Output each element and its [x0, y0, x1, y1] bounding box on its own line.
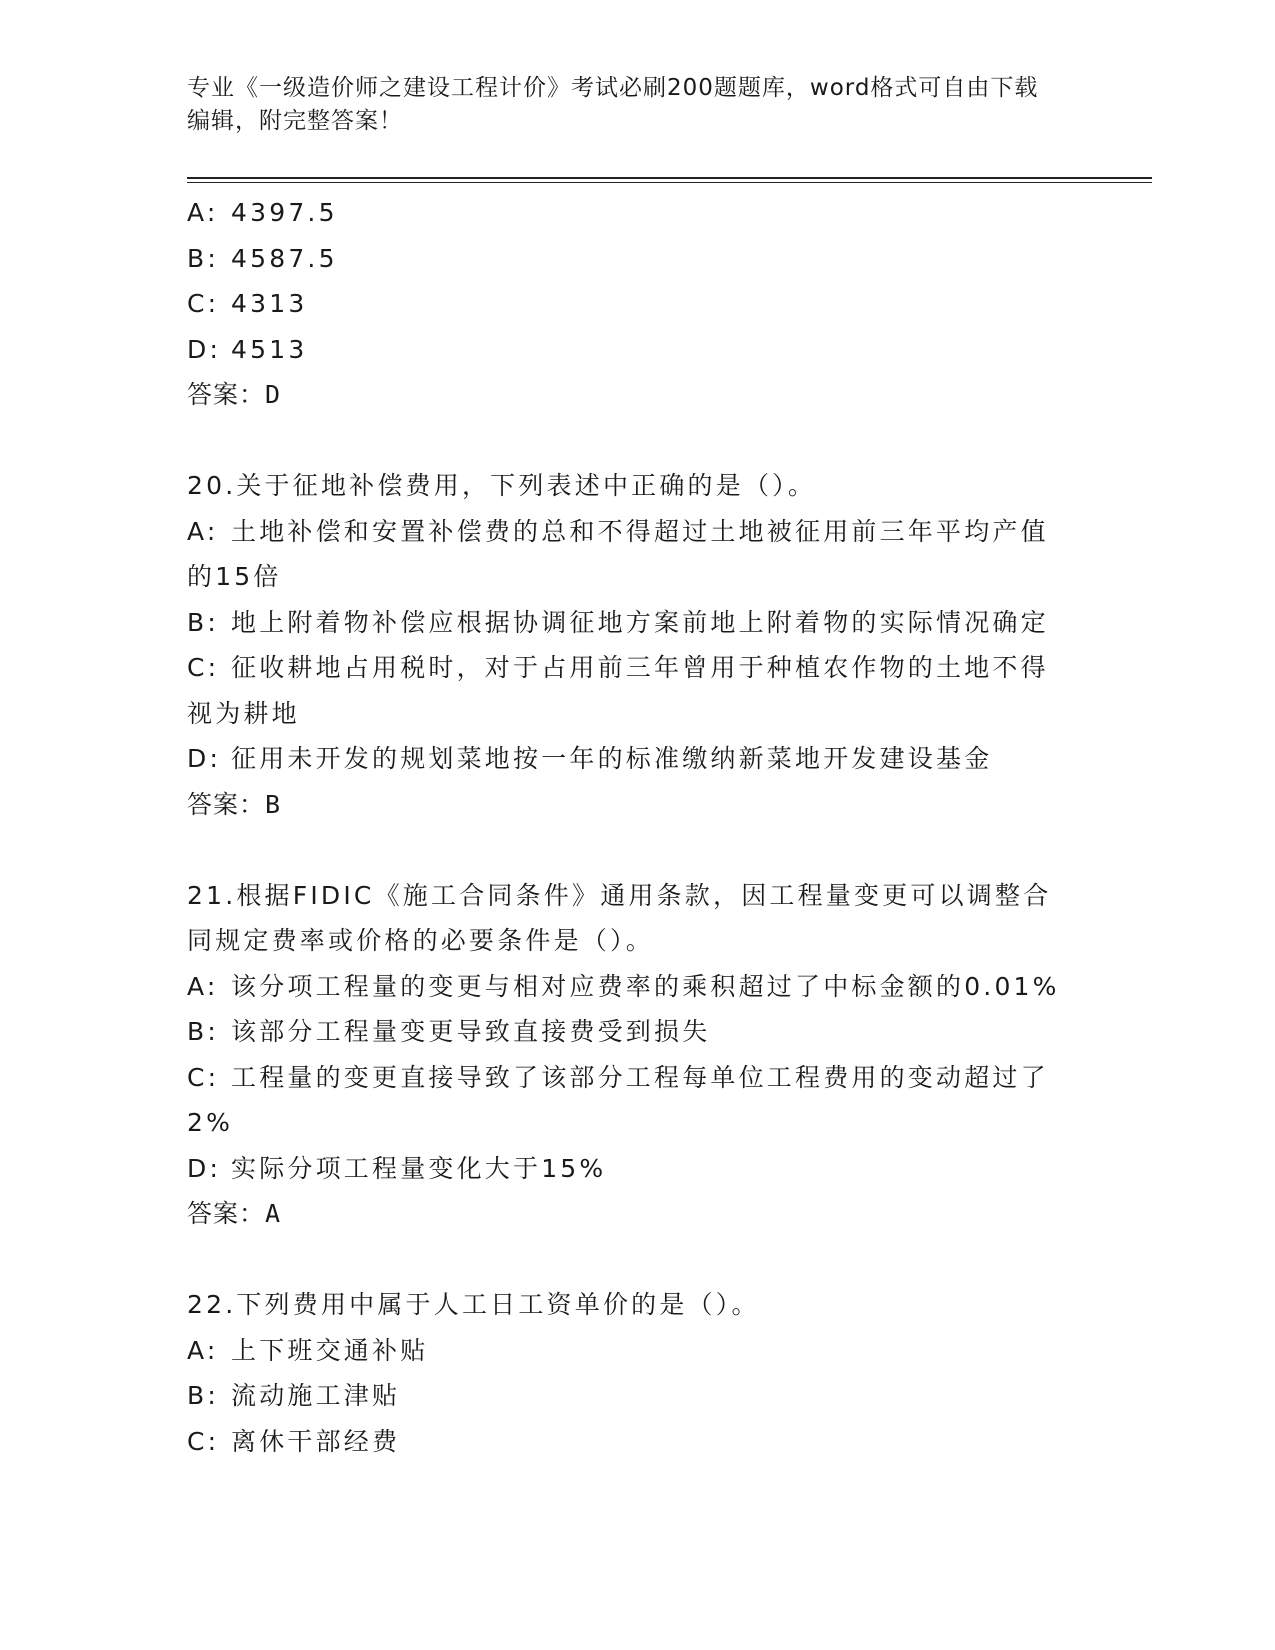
- answer-label: 答案：: [187, 1199, 266, 1228]
- question-22: [187, 1282, 1087, 1464]
- spacer: [187, 827, 1087, 873]
- option-c-continued: 视为耕地: [187, 698, 300, 728]
- header-line-2: 编辑，附完整答案！: [187, 108, 403, 134]
- question-20: [187, 463, 1087, 827]
- option-a: [187, 509, 1087, 555]
- option-c: [187, 645, 1087, 691]
- option-d: [187, 327, 1087, 373]
- header-line-1: 专业《一级造价师之建设工程计价》考试必刷200题题库，word格式可自由下载: [187, 75, 1039, 101]
- option-text: 征用未开发的规划菜地按一年的标准缴纳新菜地开发建设基金: [231, 744, 993, 773]
- option-text: 实际分项工程量变化大于15%: [231, 1153, 607, 1183]
- question-21: [187, 873, 1087, 1237]
- option-text: 4313: [231, 289, 308, 318]
- answer-line: [187, 372, 1087, 418]
- option-key: D:: [187, 1153, 222, 1183]
- option-c-continued: 2%: [187, 1108, 234, 1137]
- option-text: 4397.5: [231, 198, 338, 227]
- question-stem: 21.根据FIDIC《施工合同条件》通用条款，因工程量变更可以调整合: [187, 880, 1052, 910]
- option-a: [187, 1328, 1087, 1374]
- option-key: B:: [187, 243, 219, 273]
- option-b: [187, 1009, 1087, 1055]
- document-header: [187, 72, 1067, 138]
- option-b: [187, 236, 1087, 282]
- option-key: C:: [187, 289, 220, 318]
- option-text: 征收耕地占用税时，对于占用前三年曾用于种植农作物的土地不得: [231, 653, 1049, 682]
- option-a-continued: 的15倍: [187, 562, 282, 591]
- question-stem: 20.关于征地补偿费用，下列表述中正确的是（）。: [187, 471, 817, 500]
- option-key: D:: [187, 744, 222, 773]
- option-text: 地上附着物补偿应根据协调征地方案前地上附着物的实际情况确定: [231, 607, 1049, 637]
- question-stem: 22.下列费用中属于人工日工资单价的是（）。: [187, 1290, 760, 1319]
- option-text: 土地补偿和安置补偿费的总和不得超过土地被征用前三年平均产值: [231, 516, 1049, 546]
- option-key: C:: [187, 653, 220, 682]
- option-text: 该部分工程量变更导致直接费受到损失: [231, 1017, 711, 1046]
- option-key: A:: [187, 971, 219, 1001]
- answer-line: [187, 1191, 1087, 1237]
- option-b: [187, 1373, 1087, 1419]
- option-c: [187, 1055, 1087, 1101]
- option-a: [187, 964, 1087, 1010]
- spacer: [187, 418, 1087, 464]
- option-key: C:: [187, 1062, 220, 1092]
- option-text: 该分项工程量的变更与相对应费率的乘积超过了中标金额的0.01%: [231, 971, 1060, 1001]
- option-key: A:: [187, 516, 219, 546]
- option-d: [187, 736, 1087, 782]
- option-text: 离休干部经费: [231, 1426, 401, 1456]
- option-a: [187, 190, 1087, 236]
- answer-line: [187, 782, 1087, 828]
- option-text: 4513: [231, 334, 308, 364]
- spacer: [187, 1237, 1087, 1283]
- answer-label: 答案：: [187, 380, 266, 409]
- option-key: B:: [187, 607, 219, 637]
- answer-value: D: [265, 380, 282, 409]
- option-key: A:: [187, 1335, 219, 1365]
- header-rule-thick: [187, 177, 1152, 179]
- option-key: C:: [187, 1426, 220, 1456]
- option-text: 工程量的变更直接导致了该部分工程每单位工程费用的变动超过了: [231, 1062, 1049, 1092]
- answer-value: A: [265, 1199, 282, 1228]
- option-key: D:: [187, 334, 222, 364]
- option-key: B:: [187, 1017, 219, 1046]
- option-key: B:: [187, 1381, 219, 1410]
- option-c: [187, 281, 1087, 327]
- option-text: 4587.5: [231, 243, 338, 273]
- answer-value: B: [265, 789, 282, 819]
- option-text: 上下班交通补贴: [231, 1335, 429, 1365]
- question-stem-continued: 同规定费率或价格的必要条件是（）。: [187, 926, 654, 955]
- question-19: [187, 190, 1087, 418]
- option-text: 流动施工津贴: [231, 1381, 401, 1410]
- option-c: [187, 1419, 1087, 1465]
- option-key: A:: [187, 198, 219, 227]
- question-content: [187, 190, 1087, 1464]
- answer-label: 答案：: [187, 789, 266, 819]
- option-d: [187, 1146, 1087, 1192]
- option-b: [187, 600, 1087, 646]
- header-rule-thin: [187, 182, 1152, 183]
